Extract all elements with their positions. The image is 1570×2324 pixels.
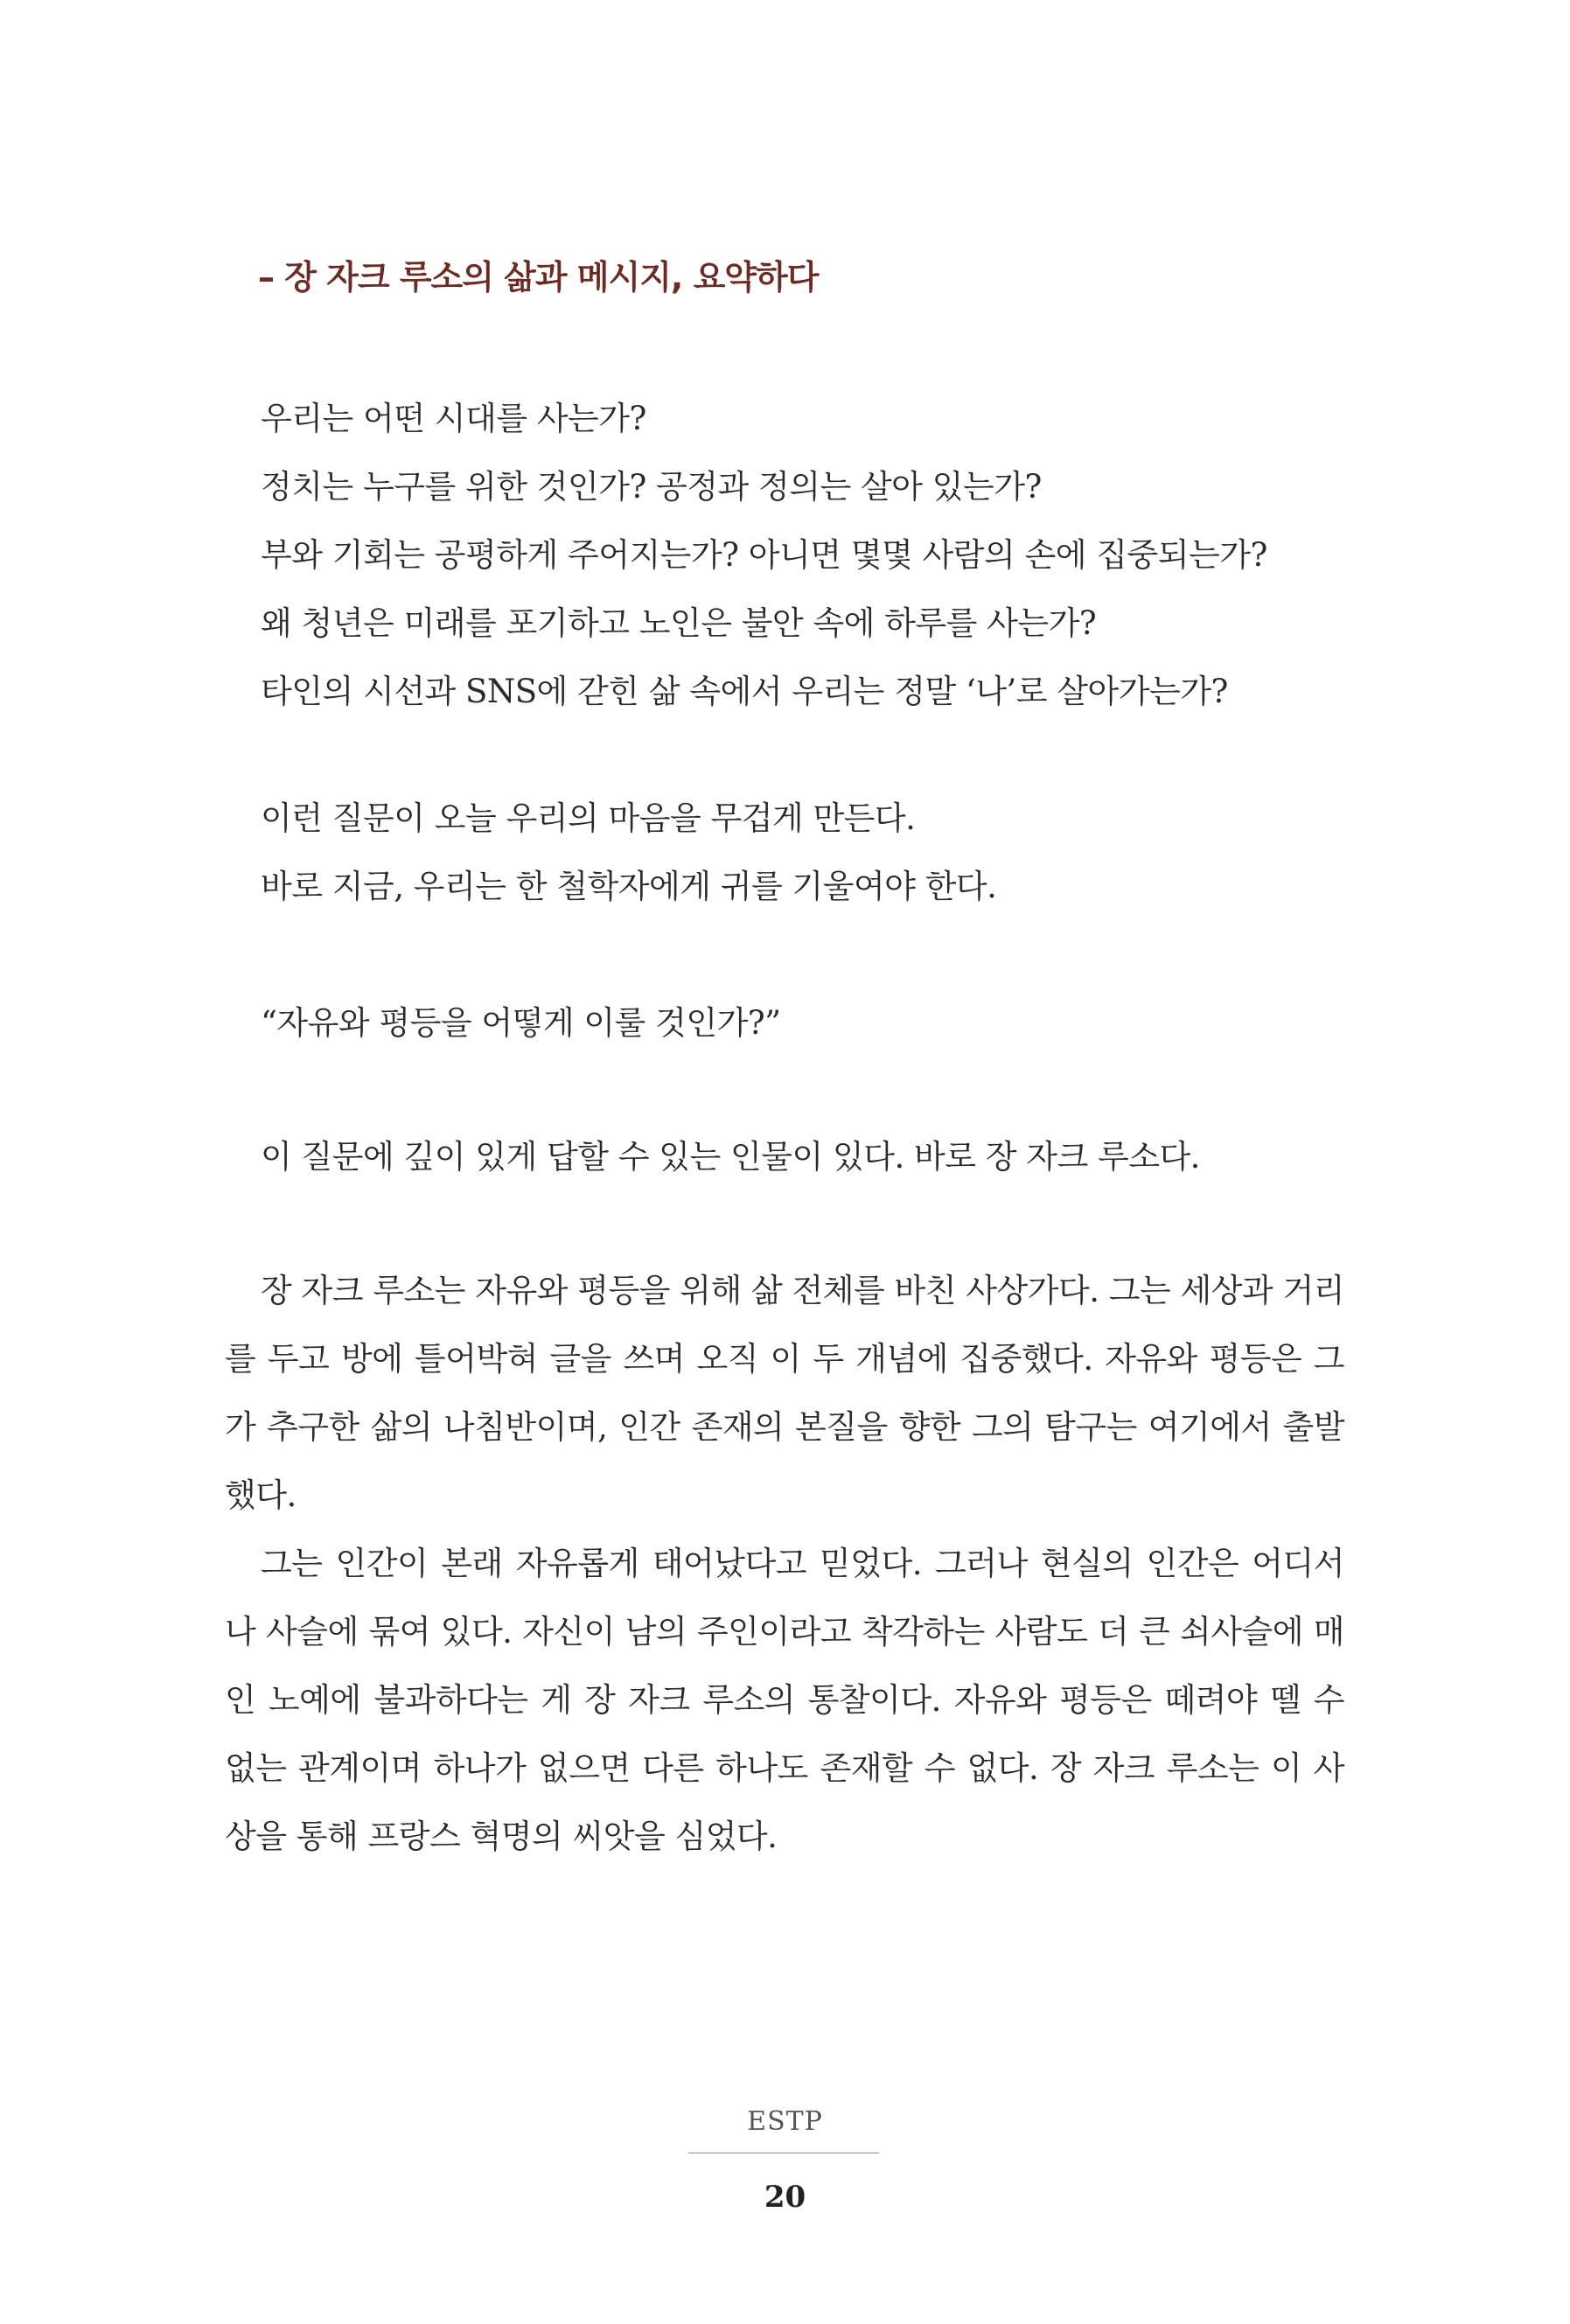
question-line: 우리는 어떤 시대를 사는가? [261, 400, 646, 437]
answer-line: 이 질문에 깊이 있게 답할 수 있는 인물이 있다. 바로 장 자크 루소다. [261, 1138, 1200, 1176]
reflection-line: 바로 지금, 우리는 한 철학자에게 귀를 기울여야 한다. [261, 868, 997, 905]
question-line: 부와 기회는 공평하게 주어지는가? 아니면 몇몇 사람의 손에 집중되는가? [261, 536, 1267, 574]
page-number: 20 [764, 2180, 806, 2215]
reflection-line: 이런 질문이 오늘 우리의 마음을 무겁게 만든다. [261, 799, 916, 837]
central-question-quote: “자유와 평등을 어떻게 이룰 것인가?” [261, 1004, 781, 1042]
question-line: 정치는 누구를 위한 것인가? 공정과 정의는 살아 있는가? [261, 468, 1042, 506]
body-paragraph: 그는 인간이 본래 자유롭게 태어났다고 믿었다. 그러나 현실의 인간은 어디서나 사슬에 묶여 있다. 자신이 남의 주인이라고 착각하는 사람도 더 큰 쇠사슬에 매인 노예에 불과하다는 게 장 자크 루소의 통찰이다. 자유와 평등은 떼려야 뗄 수 없는 관계이며 하나가 없으면 다른 하나도 존재할 수 없다. 장 자크 루소는 이 사상을 통해 프랑스 혁명의 씨앗을 심었다. [225, 1545, 1344, 1855]
section-heading: – 장 자크 루소의 삶과 메시지, 요약하다 [258, 258, 819, 297]
question-line: 타인의 시선과 SNS에 갇힌 삶 속에서 우리는 정말 ‘나’로 살아가는가? [261, 673, 1228, 710]
question-line: 왜 청년은 미래를 포기하고 노인은 불안 속에 하루를 사는가? [261, 604, 1097, 642]
running-footer-label: ESTP [747, 2106, 823, 2137]
body-paragraphs [225, 1257, 1344, 1871]
body-paragraph: 장 자크 루소는 자유와 평등을 위해 삶 전체를 바친 사상가다. 그는 세상과 거리를 두고 방에 틀어박혀 글을 쓰며 오직 이 두 개념에 집중했다. 자유와 평등은 그가 추구한 삶의 나침반이며, 인간 존재의 본질을 향한 그의 탐구는 여기에서 출발했다. [225, 1272, 1344, 1514]
question-list [261, 385, 1354, 726]
reflection-lines [261, 785, 1354, 921]
